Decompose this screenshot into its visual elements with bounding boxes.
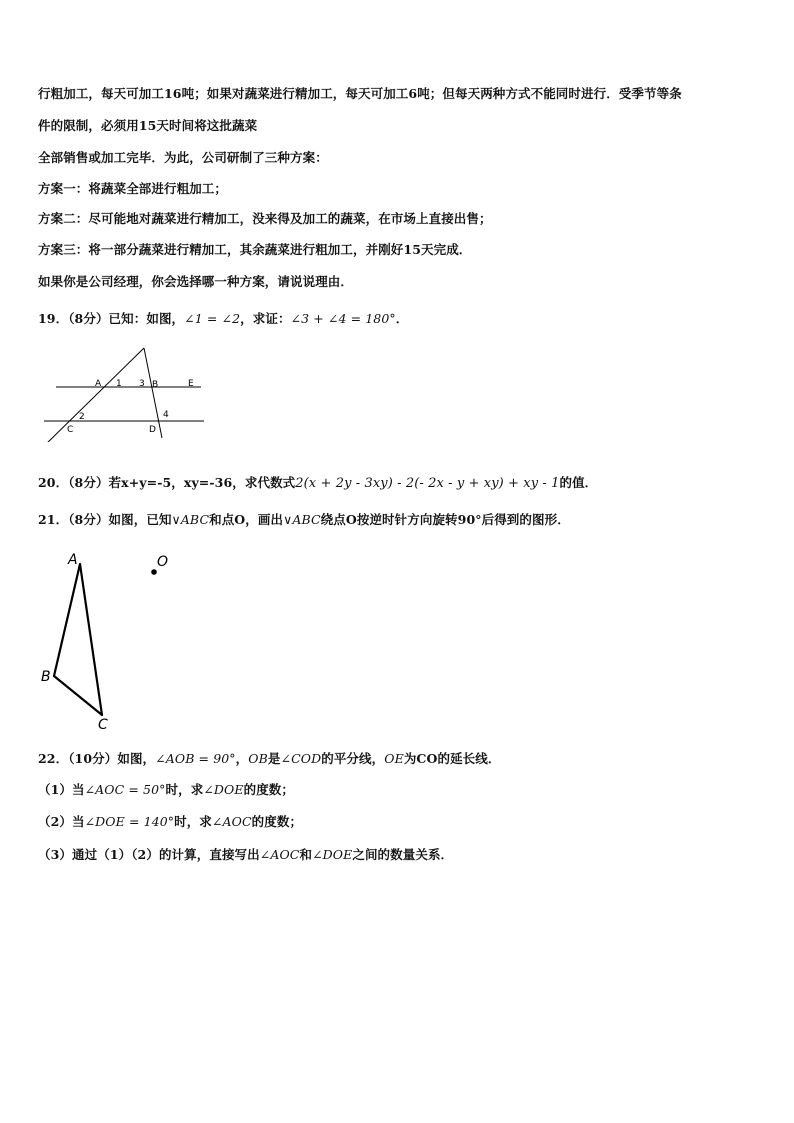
q22-p1-prefix: （1）当 bbox=[38, 782, 85, 797]
q22-p2-end: 的度数； bbox=[251, 814, 303, 829]
fig21-label-c: C bbox=[98, 717, 108, 733]
q22-part-1 bbox=[38, 780, 294, 798]
fig19-label-2: 2 bbox=[79, 412, 85, 422]
q22-p2-goal: ∠AOC bbox=[211, 814, 252, 829]
fig19-label-e: E bbox=[188, 379, 194, 389]
intro-line-2: 件的限制，必须用15天时间将这批蔬菜 bbox=[38, 118, 258, 133]
q19-text bbox=[38, 309, 408, 327]
plan-one: 方案一：将蔬菜全部进行粗加工； bbox=[38, 181, 228, 196]
q21-figure bbox=[36, 548, 186, 733]
q22-p1-condition: ∠AOC = 50° bbox=[84, 782, 166, 797]
plan-three: 方案三：将一部分蔬菜进行精加工，其余蔬菜进行粗加工，并刚好15天完成． bbox=[38, 242, 472, 257]
q19-goal: ∠3 + ∠4 = 180° bbox=[290, 311, 396, 326]
q19-condition: ∠1 = ∠2 bbox=[184, 311, 241, 326]
q22-text bbox=[38, 749, 500, 767]
fig19-label-4: 4 bbox=[163, 410, 169, 420]
q22-part-3 bbox=[38, 845, 453, 863]
q22-p2-condition: ∠DOE = 140° bbox=[84, 814, 175, 829]
q22-cod: ∠COD bbox=[280, 751, 322, 766]
fig19-label-c: C bbox=[67, 425, 74, 435]
q22-prefix: 22．（10分）如图， bbox=[38, 751, 156, 766]
q22-end: 为CO的延长线． bbox=[403, 751, 501, 766]
q19-prefix: 19．（8分）已知：如图， bbox=[38, 311, 185, 326]
intro-line-1: 行粗加工，每天可加工16吨；如果对蔬菜进行精加工，每天可加工6吨；但每天两种方式不能同时进行．受季节等条 bbox=[38, 86, 682, 101]
q22-p3-end: 之间的数量关系． bbox=[352, 847, 454, 862]
q22-part-2 bbox=[38, 812, 302, 830]
fig19-label-3: 3 bbox=[139, 379, 145, 389]
q22-given: ∠AOB = 90° bbox=[155, 751, 236, 766]
q22-ob: OB bbox=[248, 751, 268, 766]
q21-mid-2: 绕点O按逆时针方向旋转90° bbox=[320, 512, 482, 527]
q22-p3-angle-a: ∠AOC bbox=[259, 847, 300, 862]
q19-end: ． bbox=[395, 311, 409, 326]
q22-p3-angle-b: ∠DOE bbox=[312, 847, 353, 862]
q20-text bbox=[38, 473, 597, 491]
q22-sep-2: 是 bbox=[267, 751, 281, 766]
q22-sep-1: ， bbox=[235, 751, 249, 766]
q20-end: 的值． bbox=[559, 475, 598, 490]
fig19-label-a: A bbox=[95, 379, 102, 389]
q22-p1-end: 的度数； bbox=[243, 782, 294, 797]
q22-p3-prefix: （3）通过（1）（2）的计算，直接写出 bbox=[38, 847, 260, 862]
q21-prefix: 21．（8分）如图，已知 bbox=[38, 512, 172, 527]
fig19-label-1: 1 bbox=[116, 379, 122, 389]
q19-figure bbox=[36, 342, 212, 442]
fig19-label-b: B bbox=[152, 380, 159, 390]
q22-sep-3: 的平分线， bbox=[321, 751, 385, 766]
q21-end: 后得到的图形． bbox=[481, 512, 570, 527]
q22-p2-prefix: （2）当 bbox=[38, 814, 85, 829]
fig21-label-o: O bbox=[157, 554, 169, 570]
intro-line-3: 全部销售或加工完毕．为此，公司研制了三种方案： bbox=[38, 150, 328, 165]
fig19-label-d: D bbox=[149, 425, 156, 435]
q22-p3-mid: 和 bbox=[299, 847, 313, 862]
q21-mid-1: 和点O，画出 bbox=[209, 512, 284, 527]
q22-p1-goal: ∠DOE bbox=[203, 782, 244, 797]
q21-triangle-1: ∨ABC bbox=[171, 512, 210, 527]
fig21-label-a: A bbox=[68, 552, 78, 568]
plan-two: 方案二：尽可能地对蔬菜进行精加工，没来得及加工的蔬菜，在市场上直接出售； bbox=[38, 211, 492, 226]
q22-p2-mid: 时，求 bbox=[174, 814, 212, 829]
q20-prefix: 20．（8分）若x+y=-5，xy=-36，求代数式 bbox=[38, 475, 296, 490]
q21-triangle-2: ∨ABC bbox=[283, 512, 321, 527]
q21-text bbox=[38, 510, 570, 528]
q19-mid: ，求证： bbox=[240, 311, 291, 326]
q20-expression: 2(x + 2y - 3xy) - 2(- 2x - y + xy) + xy - 1 bbox=[295, 476, 560, 491]
intro-question: 如果你是公司经理，你会选择哪一种方案，请说说理由． bbox=[38, 274, 354, 289]
q22-p1-mid: 时，求 bbox=[165, 782, 204, 797]
q22-oe: OE bbox=[384, 751, 404, 766]
fig21-label-b: B bbox=[41, 669, 51, 685]
